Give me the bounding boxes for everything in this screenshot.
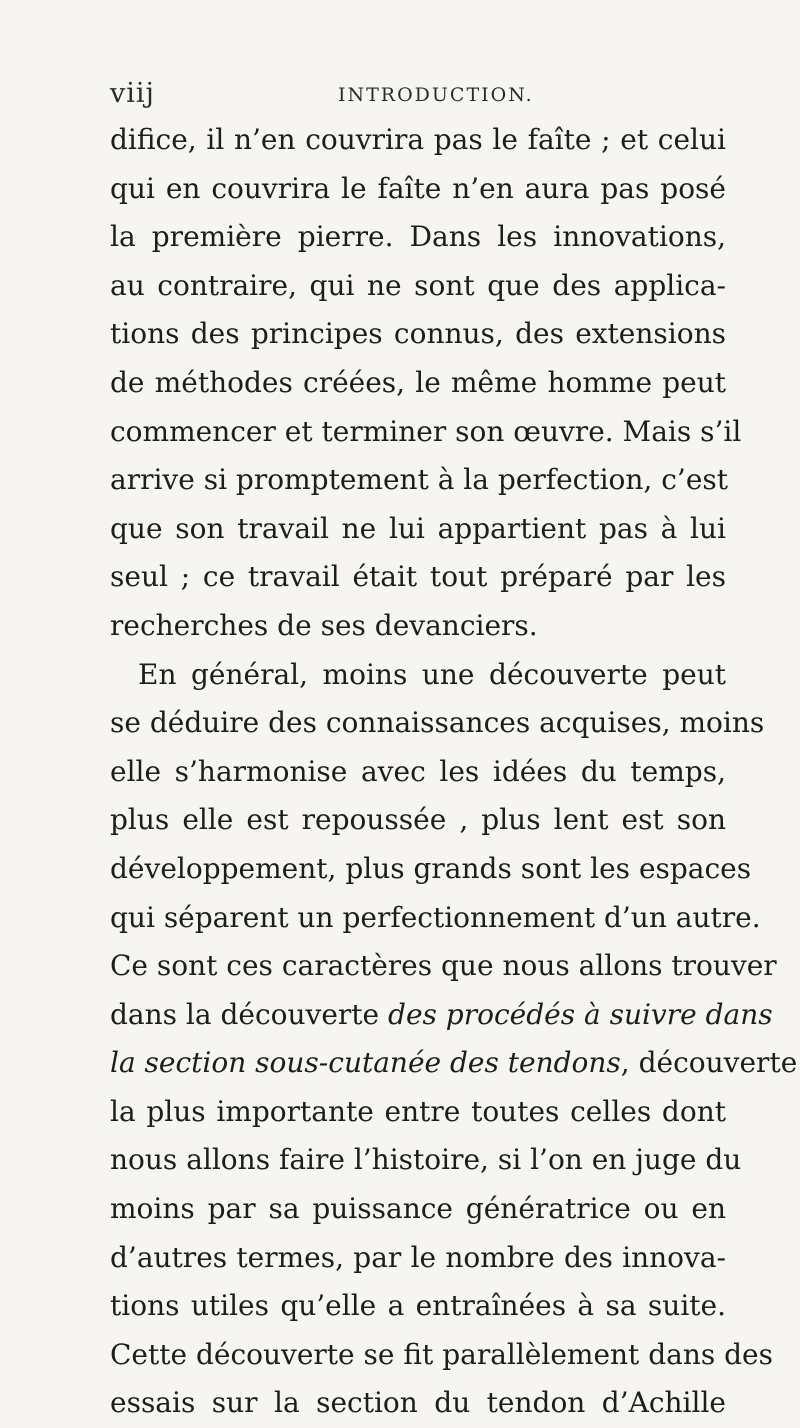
text-line: plus elle est repoussée , plus lent est son <box>110 803 726 837</box>
page-number: viij <box>110 78 155 109</box>
text-line: recherches de ses devanciers. <box>110 608 538 642</box>
text-line: essais sur la section du tendon d’Achille <box>110 1386 726 1420</box>
text-line: moins par sa puissance génératrice ou en <box>110 1192 726 1226</box>
text-line: la première pierre. Dans les innovations, <box>110 220 726 254</box>
text-line: nous allons faire l’histoire, si l’on en juge du <box>110 1143 742 1177</box>
text-segment: , découverte <box>620 1046 798 1080</box>
text-line: se déduire des connaissances acquises, moins <box>110 706 765 740</box>
text-segment: dans la découverte <box>110 997 389 1031</box>
text-line: de méthodes créées, le même homme peut <box>110 365 726 399</box>
text-line: Cette découverte se fit parallèlement dans des <box>110 1337 773 1371</box>
text-line: qui en couvrira le faîte n’en aura pas posé <box>110 171 726 205</box>
text-line: Ce sont ces caractères que nous allons trouver <box>110 949 777 983</box>
text-line-mixed <box>110 991 773 1040</box>
text-line: elle s’harmonise avec les idées du temps, <box>110 754 726 788</box>
text-line: d’autres termes, par le nombre des innova- <box>110 1240 726 1274</box>
text-line: qui séparent un perfectionnement d’un autre. <box>110 900 761 934</box>
body-text <box>110 116 798 1428</box>
text-line: arrive si promptement à la perfection, c’est <box>110 463 729 497</box>
paragraph-start-line: En général, moins une découverte peut <box>138 657 726 691</box>
text-line: développement, plus grands sont les espaces <box>110 851 752 885</box>
text-line: tions des principes connus, des extensions <box>110 317 726 351</box>
text-line: que son travail ne lui appartient pas à lui <box>110 511 726 545</box>
italic-title-segment: la section sous-cutanée des tendons <box>110 1046 621 1080</box>
italic-title-segment: des procédés à suivre dans <box>388 997 773 1031</box>
text-line: tions utiles qu’elle a entraînées à sa suite. <box>110 1289 726 1323</box>
running-head <box>110 78 710 110</box>
text-line: commencer et terminer son œuvre. Mais s’il <box>110 414 742 448</box>
text-line: seul ; ce travail était tout préparé par les <box>110 560 726 594</box>
text-line: au contraire, qui ne sont que des applica- <box>110 268 726 302</box>
text-line: difice, il n’en couvrira pas le faîte ; et celui <box>110 123 726 156</box>
text-line-mixed <box>110 1039 798 1088</box>
running-title: INTRODUCTION. <box>338 84 534 106</box>
text-line: la plus importante entre toutes celles dont <box>110 1094 726 1128</box>
